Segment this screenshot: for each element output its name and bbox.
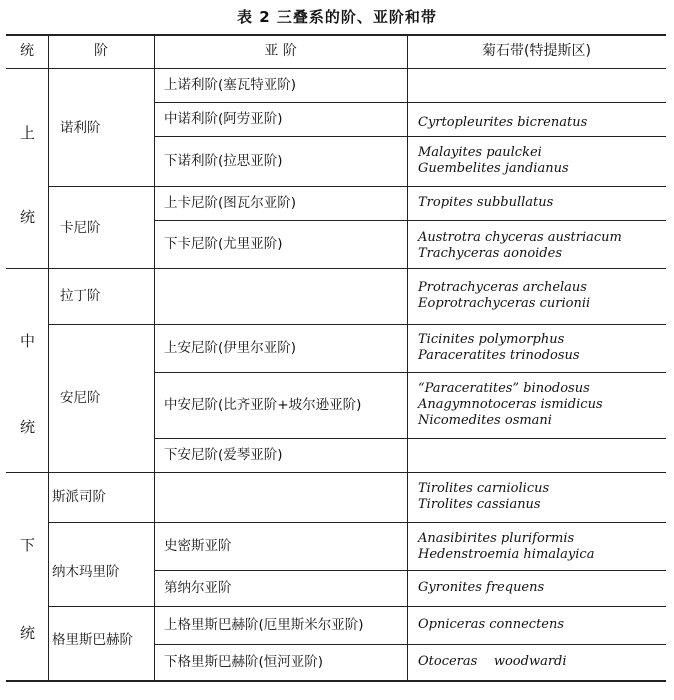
series-middle-char2: 统 [20, 418, 36, 436]
series-upper-char1: 上 [20, 124, 36, 142]
zone-name: Tirolites cassianus [418, 497, 541, 512]
substage-cell: 下诺利阶(拉思亚阶) [164, 153, 283, 169]
row-rule [48, 606, 666, 607]
zone-name: Austrotra chyceras austriacum [418, 230, 622, 245]
stage-anisian: 安尼阶 [60, 390, 101, 406]
zone-name: Tirolites carniolicus [418, 481, 550, 496]
row-rule [48, 324, 666, 325]
zone-name: Hedenstroemia himalayica [418, 547, 595, 562]
table-top-rule [6, 34, 666, 36]
zone-name: Eoprotrachyceras curionii [418, 296, 591, 311]
zone-name: Malayites paulckei [418, 145, 542, 160]
stage-ladinian: 拉丁阶 [60, 288, 101, 304]
substage-cell: 中安尼阶(比齐亚阶+坡尔逊亚阶) [164, 397, 362, 413]
table-caption: 表 2 三叠系的阶、亚阶和带 [237, 8, 437, 26]
series-upper-char2: 统 [20, 208, 36, 226]
header-ammonoid-zone: 菊石带(特提斯区) [482, 43, 591, 59]
zone-name: Trachyceras aonoides [418, 246, 562, 261]
stage-nammalian: 纳木玛里阶 [52, 564, 120, 580]
zone-name: “Paraceratites” binodosus [418, 381, 590, 396]
header-rule [6, 68, 666, 69]
column-rule [407, 34, 408, 682]
series-lower-char1: 下 [20, 536, 36, 554]
column-rule [154, 34, 155, 682]
substage-cell: 上格里斯巴赫阶(厄里斯米尔亚阶) [164, 617, 364, 633]
zone-name: Guembelites jandianus [418, 161, 569, 176]
row-rule [154, 644, 666, 645]
zone-name: Anagymnotoceras ismidicus [418, 397, 603, 412]
triassic-stage-table [6, 34, 666, 684]
substage-cell: 第纳尔亚阶 [164, 580, 232, 596]
zone-name: Cyrtopleurites bicrenatus [418, 115, 588, 130]
substage-cell: 下格里斯巴赫阶(恒河亚阶) [164, 654, 324, 670]
substage-cell: 上安尼阶(伊里尔亚阶) [164, 340, 297, 356]
substage-cell: 下卡尼阶(尤里亚阶) [164, 236, 283, 252]
header-stage: 阶 [94, 43, 108, 59]
row-rule [154, 438, 666, 439]
series-rule [6, 268, 666, 269]
zone-name: Anasibirites pluriformis [418, 531, 575, 546]
row-rule [48, 186, 666, 187]
substage-cell: 上诺利阶(塞瓦特亚阶) [164, 77, 297, 93]
substage-cell: 史密斯亚阶 [164, 538, 232, 554]
stage-spathian: 斯派司阶 [52, 489, 106, 505]
zone-name: Tropites subbullatus [418, 195, 554, 210]
zone-name: Gyronites frequens [418, 580, 545, 595]
stage-griesbachian: 格里斯巴赫阶 [52, 632, 133, 648]
zone-name: Ticinites polymorphus [418, 332, 565, 347]
zone-name: Protrachyceras archelaus [418, 280, 587, 295]
table-bottom-rule [6, 680, 666, 682]
row-rule [48, 522, 666, 523]
row-rule [154, 372, 666, 373]
zone-name: Paraceratites trinodosus [418, 348, 580, 363]
substage-cell: 中诺利阶(阿劳亚阶) [164, 111, 283, 127]
row-rule [154, 102, 666, 103]
zone-name: Otoceras woodwardi [418, 654, 567, 669]
row-rule [154, 136, 666, 137]
row-rule [154, 570, 666, 571]
series-rule [6, 472, 666, 473]
header-substage: 亚 阶 [264, 43, 297, 59]
substage-cell: 下安尼阶(爱琴亚阶) [164, 447, 283, 463]
series-lower-char2: 统 [20, 624, 36, 642]
header-series: 统 [20, 43, 34, 59]
stage-carnian: 卡尼阶 [60, 220, 101, 236]
substage-cell: 上卡尼阶(图瓦尔亚阶) [164, 195, 297, 211]
series-middle-char1: 中 [20, 332, 36, 350]
row-rule [154, 220, 666, 221]
stage-norian: 诺利阶 [60, 120, 101, 136]
column-rule [48, 34, 49, 682]
zone-name: Nicomedites osmani [418, 413, 552, 428]
zone-name: Opniceras connectens [418, 617, 565, 632]
